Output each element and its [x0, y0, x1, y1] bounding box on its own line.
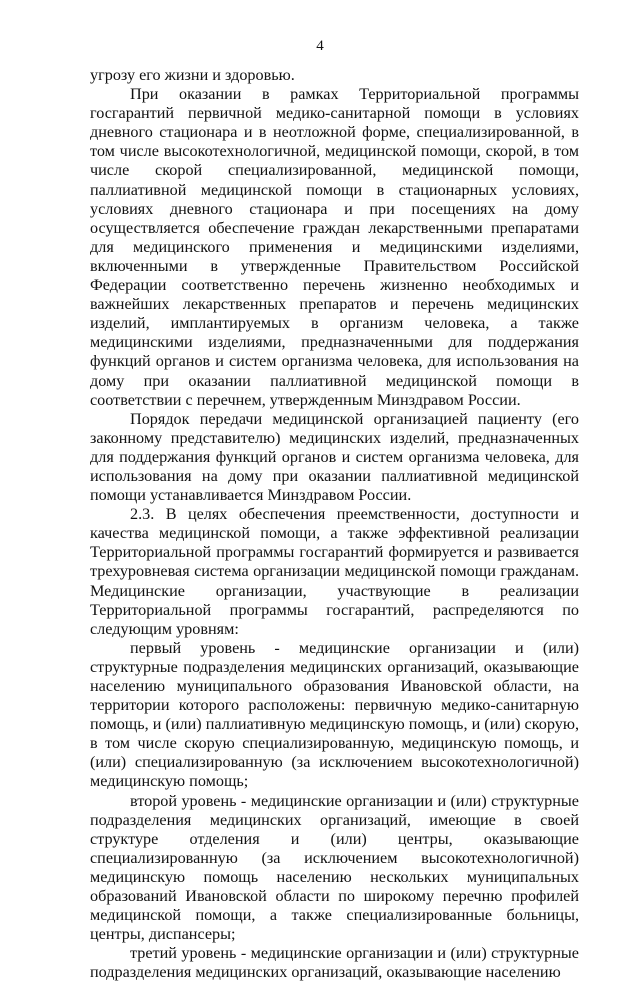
paragraph-device-transfer-order: Порядок передачи медицинской организацией пациенту (его законному представителю) медицинских изделий, предназначенных для поддержания функций органов и систем организма человека, для использования на дому при оказании паллиативной медицинской помощи устанавливается Минздравом России. [90, 409, 579, 505]
paragraph-continuation: угрозу его жизни и здоровью. [90, 66, 295, 84]
paragraph-level-three: третий уровень - медицинские организации и (или) структурные подразделения медицинских организаций, оказывающие населению [90, 944, 579, 982]
page-number: 4 [316, 38, 324, 54]
paragraph-drug-provision: При оказании в рамках Территориальной программы госгарантий первичной медико-санитарной помощи в условиях дневного стационара и в неотложной форме, специализированной, в том числе высокотехнологичной, медицинской помощи, скорой, в том числе скорой специализированной, медицинской помощи, паллиативной медицинской помощи в стационарных условиях, условиях дневного стационара и при посещениях на дому осуществляется обеспечение граждан лекарственными препаратами для медицинского применения и медицинскими изделиями, включенными в утвержденные Правительством Российской Федерации соответственно перечень жизненно необходимых и важнейших лекарственных препаратов и перечень медицинских изделий, имплантируемых в организм человека, а также медицинскими изделиями, предназначенными для поддержания функций органов и систем организма человека, для использования на дому при оказании паллиативной медицинской помощи в соответствии с перечнем, утвержденным Минздравом России. [90, 85, 579, 409]
paragraph-level-one: первый уровень - медицинские организации и (или) структурные подразделения медицинских организаций, оказывающие населению муниципального образования Ивановской области, на территории которого расположены: первичную медико-санитарную помощь, и (или) паллиативную медицинскую помощь, и (или) скорую, в том числе скорую специализированную, медицинскую помощь, и (или) специализированную (за исключением высокотехнологичной) медицинскую помощь; [90, 638, 579, 791]
paragraph-section-2-3: 2.3. В целях обеспечения преемственности, доступности и качества медицинской помощи, а также эффективной реализации Территориальной программы госгарантий формируется и развивается трехуровневая система организации медицинской помощи гражданам. Медицинские организации, участвующие в реализации Территориальной программы госгарантий, распределяются по следующим уровням: [90, 505, 579, 638]
document-body [90, 66, 579, 983]
paragraph-level-two: второй уровень - медицинские организации и (или) структурные подразделения медицинских организаций, имеющие в своей структуре отделения и (или) центры, оказывающие специализированную (за исключением высокотехнологичной) медицинскую помощь населению нескольких муниципальных образований Ивановской области по широкому перечню профилей медицинской помощи, а также специализированные больницы, центры, диспансеры; [90, 791, 579, 944]
